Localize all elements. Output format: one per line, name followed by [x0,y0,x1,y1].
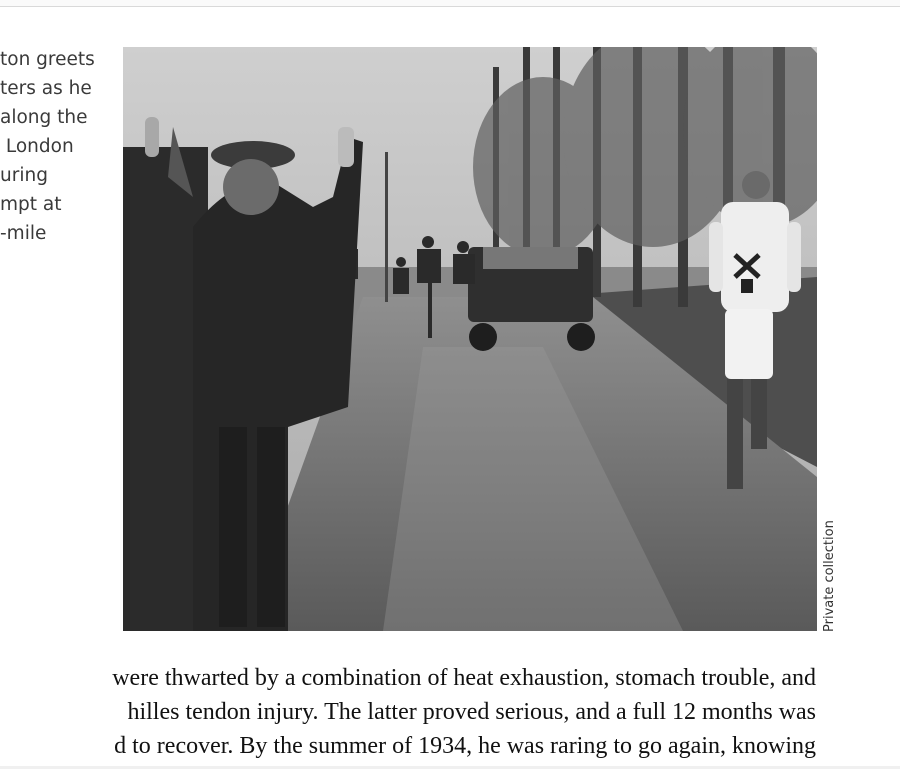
body-line: were thwarted by a combination of heat exhaustion, stomach trouble, and [112,665,816,691]
caption-line: London [0,136,74,157]
body-line: hilles tendon injury. The latter proved serious, and a full 12 months was [127,699,816,725]
photo-caption [0,45,118,248]
caption-line: mpt at [0,194,62,215]
caption-line: along the [0,107,88,128]
caption-line: ters as he [0,78,92,99]
body-paragraph [0,661,816,763]
photo-credit: Private collection [822,520,837,632]
top-page-edge [0,0,900,7]
historical-photograph [123,47,817,631]
caption-line: ton greets [0,49,95,70]
body-line: d to recover. By the summer of 1934, he was raring to go again, knowing [114,733,816,759]
photo-illustration [123,47,817,631]
caption-line: -mile [0,223,47,244]
caption-line: uring [0,165,48,186]
